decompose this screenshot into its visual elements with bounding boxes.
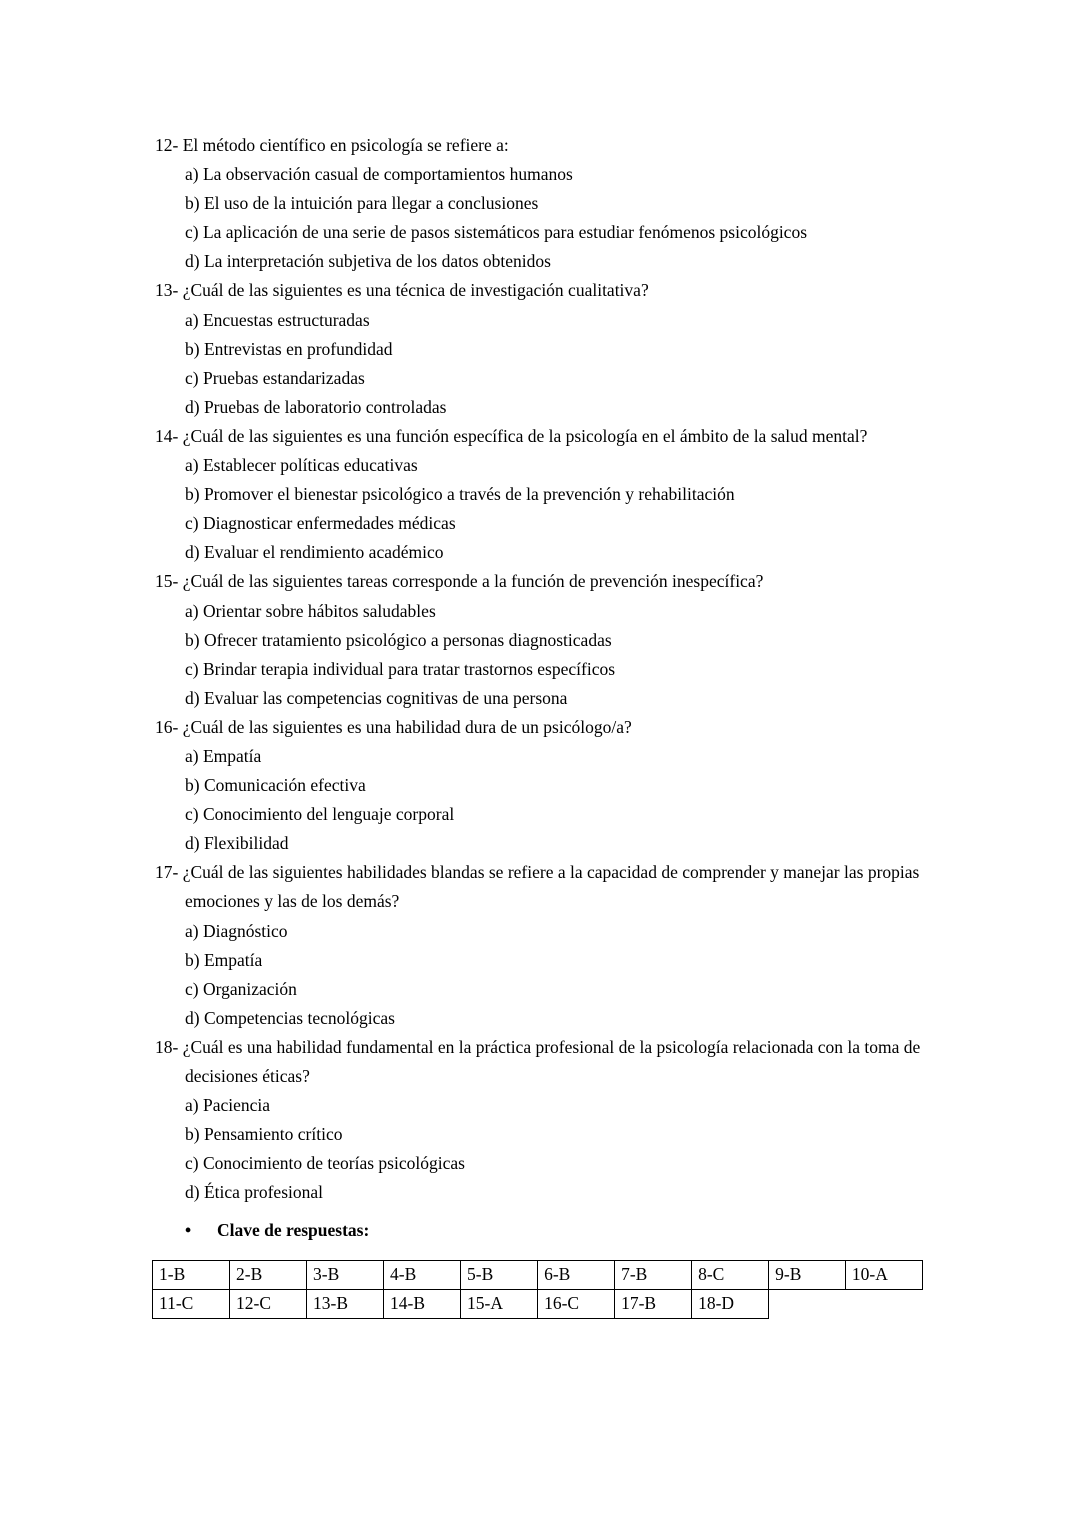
question-number: 17- bbox=[155, 862, 179, 883]
question-line bbox=[155, 422, 923, 451]
question-text: ¿Cuál de las siguientes es una habilidad dura de un psicólogo/a? bbox=[182, 716, 632, 737]
answer-cell: 5-B bbox=[461, 1260, 538, 1289]
question-text: ¿Cuál es una habilidad fundamental en la práctica profesional de la psicología relacionada con la toma de decisiones éticas? bbox=[182, 1036, 921, 1086]
option-d: d) Pruebas de laboratorio controladas bbox=[185, 396, 447, 417]
option-c: c) Organización bbox=[185, 978, 297, 999]
option-c: c) Conocimiento de teorías psicológicas bbox=[185, 1153, 465, 1174]
answer-cell: 3-B bbox=[307, 1260, 384, 1289]
document-content bbox=[155, 131, 923, 1319]
answer-cell: 2-B bbox=[230, 1260, 307, 1289]
answer-cell: 7-B bbox=[615, 1260, 692, 1289]
option-c: c) Pruebas estandarizadas bbox=[185, 367, 365, 388]
question-text: ¿Cuál de las siguientes es una técnica de investigación cualitativa? bbox=[182, 280, 649, 301]
option-a: a) Establecer políticas educativas bbox=[185, 455, 418, 476]
question-text: ¿Cuál de las siguientes habilidades blandas se refiere a la capacidad de comprender y manejar las propias emociones y las de los demás? bbox=[182, 862, 920, 912]
answer-key-row-2 bbox=[153, 1289, 923, 1318]
question-12 bbox=[155, 131, 923, 276]
option-b: b) El uso de la intuición para llegar a conclusiones bbox=[185, 193, 539, 214]
question-text: ¿Cuál de las siguientes es una función específica de la psicología en el ámbito de la salud mental? bbox=[182, 425, 868, 446]
answer-cell: 1-B bbox=[153, 1260, 230, 1289]
question-16 bbox=[155, 713, 923, 858]
question-13 bbox=[155, 276, 923, 421]
answer-key-heading bbox=[155, 1216, 923, 1245]
answer-cell: 6-B bbox=[538, 1260, 615, 1289]
question-17 bbox=[155, 858, 923, 1033]
option-b: b) Pensamiento crítico bbox=[185, 1124, 343, 1145]
answer-key-row-1 bbox=[153, 1260, 923, 1289]
answer-cell: 8-C bbox=[692, 1260, 769, 1289]
question-text: ¿Cuál de las siguientes tareas corresponde a la función de prevención inespecífica? bbox=[182, 571, 764, 592]
answer-cell: 9-B bbox=[769, 1260, 846, 1289]
question-line bbox=[155, 567, 923, 596]
answer-key-label: Clave de respuestas: bbox=[217, 1220, 370, 1241]
question-line bbox=[155, 713, 923, 742]
question-line bbox=[155, 276, 923, 305]
answer-cell: 13-B bbox=[307, 1289, 384, 1318]
option-b: b) Ofrecer tratamiento psicológico a personas diagnosticadas bbox=[185, 629, 612, 650]
bullet-icon: • bbox=[185, 1220, 192, 1241]
option-c: c) Diagnosticar enfermedades médicas bbox=[185, 513, 456, 534]
option-b: b) Empatía bbox=[185, 949, 263, 970]
question-14 bbox=[155, 422, 923, 567]
answer-cell: 11-C bbox=[153, 1289, 230, 1318]
answer-cell: 12-C bbox=[230, 1289, 307, 1318]
option-d: d) Flexibilidad bbox=[185, 833, 289, 854]
option-b: b) Entrevistas en profundidad bbox=[185, 338, 393, 359]
option-d: d) Evaluar el rendimiento académico bbox=[185, 542, 444, 563]
answer-key-table bbox=[152, 1260, 923, 1319]
option-c: c) La aplicación de una serie de pasos sistemáticos para estudiar fenómenos psicológicos bbox=[185, 222, 808, 243]
question-number: 14- bbox=[155, 425, 179, 446]
answer-cell: 18-D bbox=[692, 1289, 769, 1318]
option-a: a) Diagnóstico bbox=[185, 920, 288, 941]
answer-cell: 17-B bbox=[615, 1289, 692, 1318]
option-c: c) Brindar terapia individual para tratar trastornos específicos bbox=[185, 658, 616, 679]
option-b: b) Promover el bienestar psicológico a través de la prevención y rehabilitación bbox=[185, 484, 735, 505]
question-number: 18- bbox=[155, 1036, 179, 1057]
option-a: a) Empatía bbox=[185, 745, 262, 766]
question-line bbox=[155, 1033, 923, 1091]
question-text: El método científico en psicología se refiere a: bbox=[182, 135, 509, 155]
answer-cell: 15-A bbox=[461, 1289, 538, 1318]
option-a: a) Encuestas estructuradas bbox=[185, 309, 370, 330]
option-d: d) Competencias tecnológicas bbox=[185, 1007, 395, 1028]
option-c: c) Conocimiento del lenguaje corporal bbox=[185, 804, 455, 825]
option-a: a) La observación casual de comportamientos humanos bbox=[185, 164, 573, 185]
answer-cell: 16-C bbox=[538, 1289, 615, 1318]
option-d: d) Ética profesional bbox=[185, 1182, 324, 1203]
answer-cell: 4-B bbox=[384, 1260, 461, 1289]
answer-cell: 10-A bbox=[845, 1260, 922, 1289]
question-line bbox=[155, 131, 923, 160]
question-18 bbox=[155, 1033, 923, 1208]
option-b: b) Comunicación efectiva bbox=[185, 775, 366, 796]
question-15 bbox=[155, 567, 923, 712]
option-d: d) La interpretación subjetiva de los datos obtenidos bbox=[185, 251, 551, 272]
option-a: a) Paciencia bbox=[185, 1095, 271, 1116]
question-number: 16- bbox=[155, 716, 179, 737]
question-line bbox=[155, 858, 923, 916]
option-a: a) Orientar sobre hábitos saludables bbox=[185, 600, 436, 621]
question-number: 12- bbox=[155, 135, 179, 155]
option-d: d) Evaluar las competencias cognitivas de una persona bbox=[185, 687, 568, 708]
question-number: 13- bbox=[155, 280, 179, 301]
answer-cell: 14-B bbox=[384, 1289, 461, 1318]
question-number: 15- bbox=[155, 571, 179, 592]
